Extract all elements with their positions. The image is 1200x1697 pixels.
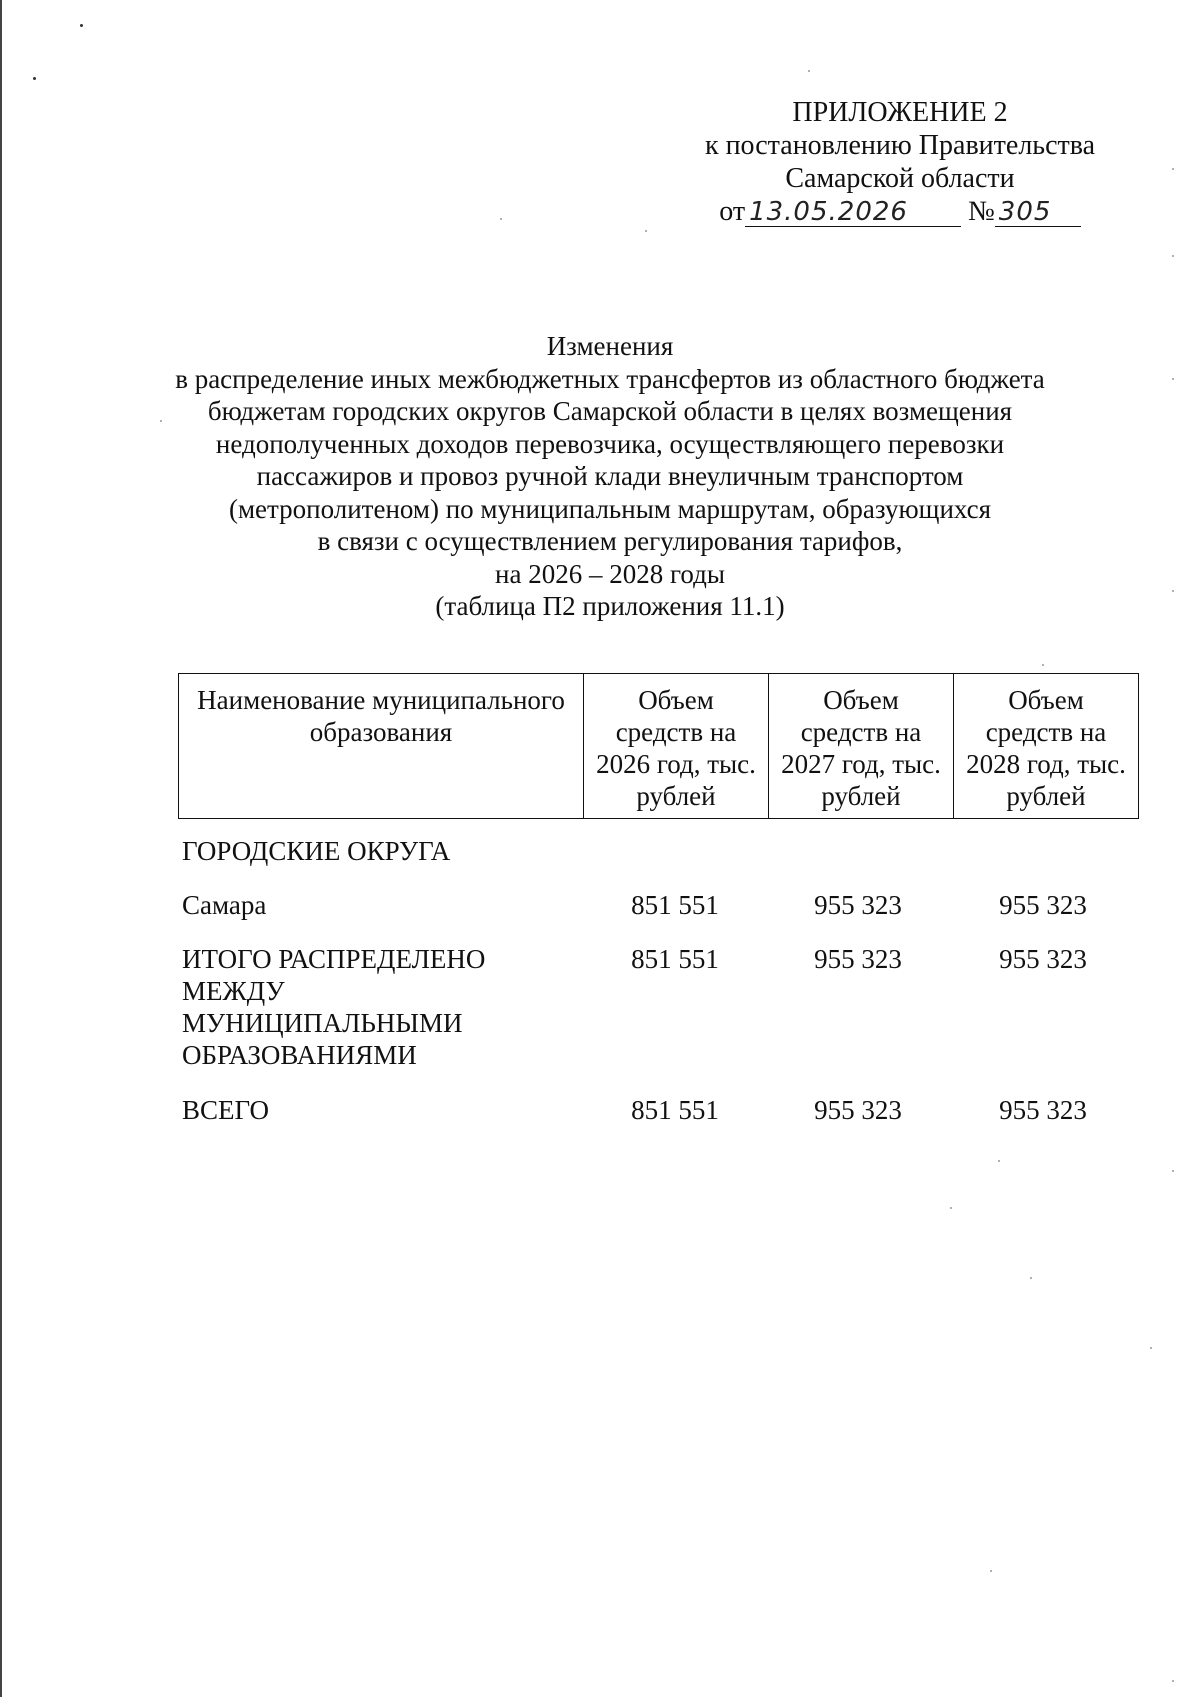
value-2028: 955 323 xyxy=(999,890,1087,920)
header-text-line: рублей xyxy=(636,781,716,811)
title-line: (метрополитеном) по муниципальным маршрутам, образующихся xyxy=(228,493,992,524)
header-text-line: 2027 год, тыс. xyxy=(781,749,941,779)
header-2028 xyxy=(954,674,1139,819)
title-line: в связи с осуществлением регулирования тарифов, xyxy=(317,526,903,556)
scan-speck xyxy=(1042,664,1044,666)
row-name-line: ОБРАЗОВАНИЯМИ xyxy=(182,1040,417,1070)
value-2027: 955 323 xyxy=(814,1095,902,1125)
header-text-line: рублей xyxy=(821,781,901,811)
scan-speck xyxy=(1172,1170,1174,1172)
scan-speck xyxy=(1172,378,1174,380)
title-line: недополученных доходов перевозчика, осуществляющего перевозки xyxy=(215,428,1005,459)
number-prefix: № xyxy=(968,196,995,227)
scan-speck xyxy=(950,1207,952,1209)
scan-speck xyxy=(500,218,502,220)
appendix-date-number-line xyxy=(719,195,1081,228)
scan-speck xyxy=(33,77,36,80)
row-name xyxy=(182,943,582,1071)
scan-speck xyxy=(1172,255,1174,257)
header-text-line: Объем xyxy=(823,685,899,715)
date-prefix: от xyxy=(719,196,746,227)
row-name-line: МУНИЦИПАЛЬНЫМИ xyxy=(182,1008,463,1038)
header-text-line: средств на xyxy=(800,717,922,747)
scan-speck xyxy=(990,1570,992,1572)
table-header xyxy=(178,673,1139,819)
header-text-line: Объем xyxy=(1008,685,1084,715)
scan-speck xyxy=(645,230,647,232)
value-2026: 851 551 xyxy=(631,944,719,974)
header-text-line: 2026 год, тыс. xyxy=(596,749,756,779)
scan-speck xyxy=(1172,1680,1174,1682)
row-name-line: ВСЕГО xyxy=(182,1095,269,1125)
value-2027: 955 323 xyxy=(814,890,902,920)
scan-speck xyxy=(80,24,83,27)
header-text-line: рублей xyxy=(1006,781,1086,811)
scan-speck xyxy=(808,70,810,72)
scan-speck xyxy=(1150,1347,1152,1349)
header-text-line: Объем xyxy=(638,685,714,715)
appendix-header xyxy=(680,96,1120,228)
header-text-line: 2028 год, тыс. xyxy=(966,749,1126,779)
scan-speck xyxy=(1172,590,1174,592)
title-line: на 2026 – 2028 годы xyxy=(495,558,725,589)
title-line: в распределение иных межбюджетных трансфертов из областного бюджета xyxy=(175,363,1045,394)
title-line: (таблица П2 приложения 11.1) xyxy=(435,591,785,621)
handwritten-date: 13.05.2026 xyxy=(745,198,961,227)
value-2026: 851 551 xyxy=(631,890,719,920)
appendix-resolution-line: к постановлению Правительства xyxy=(704,130,1096,161)
scan-speck xyxy=(1030,1277,1032,1279)
row-name xyxy=(182,889,582,921)
value-2028: 955 323 xyxy=(999,944,1087,974)
row-name-line: ИТОГО РАСПРЕДЕЛЕНО xyxy=(182,944,486,974)
document-title xyxy=(150,330,1070,623)
header-text-line: Наименование муниципального xyxy=(197,685,565,715)
appendix-region-line: Самарской области xyxy=(785,163,1015,194)
row-name-line: МЕЖДУ xyxy=(182,976,285,1006)
value-2027: 955 323 xyxy=(814,944,902,974)
table-header-row xyxy=(179,674,1139,819)
header-text-line: средств на xyxy=(615,717,737,747)
title-line: пассажиров и провоз ручной клади внеуличным транспортом xyxy=(256,461,964,491)
value-2028: 955 323 xyxy=(999,1095,1087,1125)
title-line: Изменения xyxy=(546,331,674,361)
title-line: бюджетам городских округов Самарской области в целях возмещения xyxy=(207,396,1013,426)
handwritten-number: 305 xyxy=(995,198,1081,227)
scan-edge-line xyxy=(0,0,2,1697)
header-text-line: образования xyxy=(309,717,453,747)
header-2027 xyxy=(769,674,954,819)
value-2026: 851 551 xyxy=(631,1095,719,1125)
header-text-line: средств на xyxy=(985,717,1107,747)
scan-speck xyxy=(1172,168,1174,170)
row-name xyxy=(182,1094,582,1126)
header-2026 xyxy=(584,674,769,819)
section-title: ГОРОДСКИЕ ОКРУГА xyxy=(182,836,451,866)
appendix-number: ПРИЛОЖЕНИЕ 2 xyxy=(792,97,1008,128)
scan-speck xyxy=(998,1160,1000,1162)
header-municipality xyxy=(179,674,584,819)
row-name-line: Самара xyxy=(182,890,267,920)
